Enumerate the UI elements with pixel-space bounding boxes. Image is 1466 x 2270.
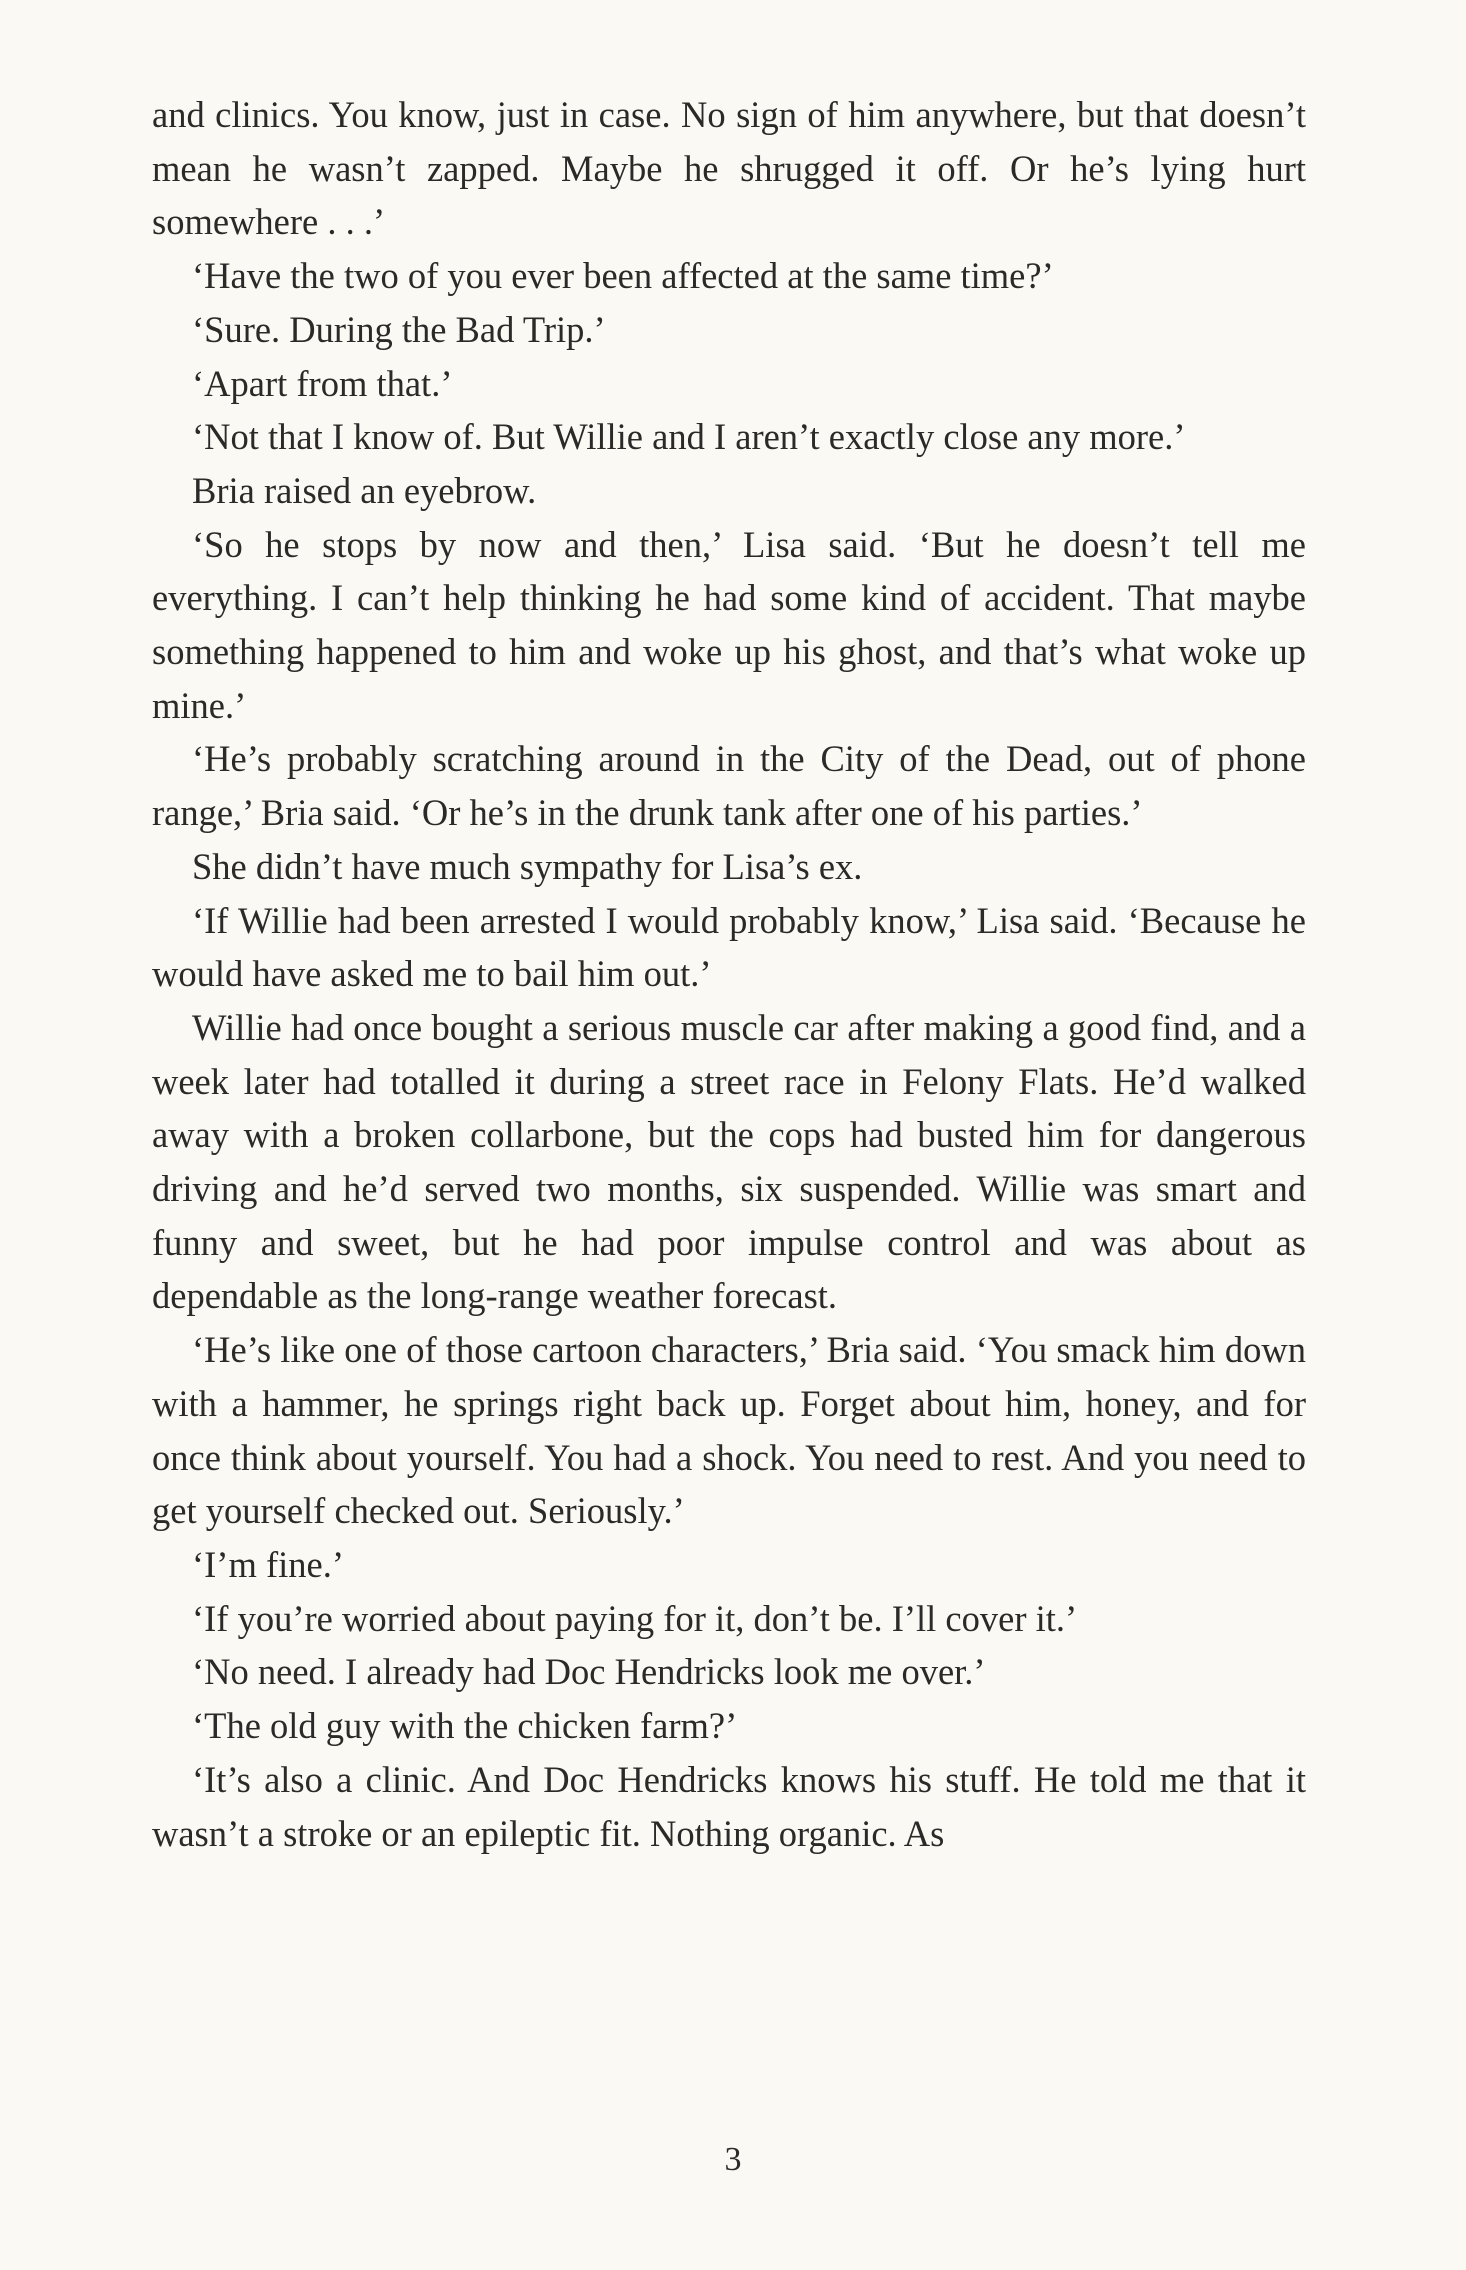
paragraph: ‘So he stops by now and then,’ Lisa said. ‘But he doesn’t tell me everything. I can’t help thinking he had some kind of accident. That maybe something happened to him and woke up his ghost, and that’s what woke up mine.’	[152, 523, 1306, 726]
paragraph: Willie had once bought a serious muscle car after making a good find, and a week later had totalled it during a street race in Felony Flats. He’d walked away with a broken collarbone, but the cops had busted him for dangerous driving and he’d served two months, six suspended. Willie was smart and funny and sweet, but he had poor impulse control and was about as dependable as the long-range weather forecast.	[152, 1006, 1306, 1317]
paragraph: ‘Have the two of you ever been affected at the same time?’	[192, 255, 1054, 297]
paragraph: ‘He’s probably scratching around in the City of the Dead, out of phone range,’ Bria said. ‘Or he’s in the drunk tank after one of his parties.’	[152, 738, 1306, 834]
paragraph: ‘If Willie had been arrested I would probably know,’ Lisa said. ‘Because he would have asked me to bail him out.’	[152, 899, 1306, 995]
paragraph: ‘The old guy with the chicken farm?’	[192, 1705, 738, 1747]
body-text	[152, 88, 1306, 1860]
paragraph: ‘I’m fine.’	[192, 1543, 345, 1585]
paragraph: ‘Apart from that.’	[192, 362, 453, 404]
paragraph: She didn’t have much sympathy for Lisa’s ex.	[192, 845, 863, 887]
paragraph: ‘It’s also a clinic. And Doc Hendricks knows his stuff. He told me that it wasn’t a stroke or an epileptic fit. Nothing organic. As	[152, 1758, 1306, 1854]
paragraph: ‘No need. I already had Doc Hendricks look me over.’	[192, 1651, 986, 1693]
paragraph: ‘He’s like one of those cartoon characters,’ Bria said. ‘You smack him down with a hammer, he springs right back up. Forget about him, honey, and for once think about yourself. You had a shock. You need to rest. And you need to get yourself checked out. Seriously.’	[152, 1329, 1306, 1532]
paragraph: Bria raised an eyebrow.	[192, 469, 537, 511]
page-number: 3	[724, 2141, 742, 2178]
paragraph: ‘If you’re worried about paying for it, don’t be. I’ll cover it.’	[192, 1597, 1078, 1639]
paragraph: ‘Sure. During the Bad Trip.’	[192, 308, 606, 350]
paragraph: ‘Not that I know of. But Willie and I aren’t exactly close any more.’	[192, 416, 1186, 458]
paragraph: and clinics. You know, just in case. No sign of him anywhere, but that doesn’t mean he wasn’t zapped. Maybe he shrugged it off. Or he’s lying hurt somewhere . . .’	[152, 94, 1306, 243]
